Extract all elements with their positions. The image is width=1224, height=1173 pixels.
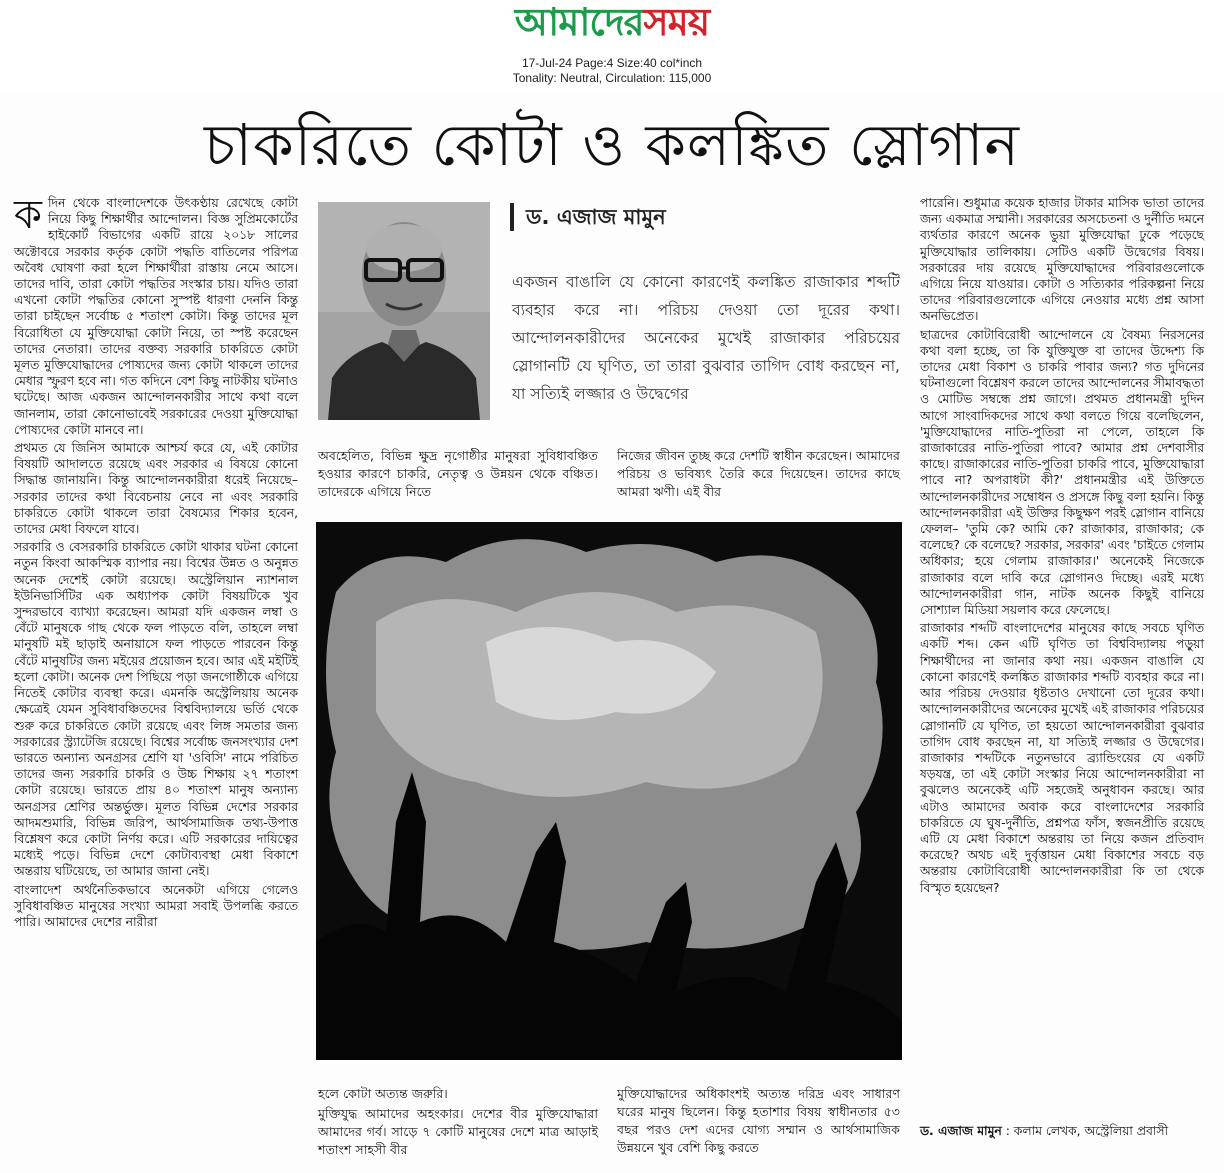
meta-line-2: Tonality: Neutral, Circulation: 115,000 xyxy=(512,71,712,85)
column-1 xyxy=(14,192,298,930)
article-headline: চাকরিতে কোটা ও কলঙ্কিত স্লোগান xyxy=(203,111,1021,179)
author-description: : কলাম লেখক, অস্ট্রেলিয়া প্রবাসী xyxy=(1005,1124,1169,1138)
column-3-top xyxy=(617,447,900,501)
column-4 xyxy=(920,195,1204,896)
paragraph-text: দিন থেকে বাংলাদেশকে উৎকণ্ঠায় রেখেছে কোটা নিয়ে কিছু শিক্ষার্থীর আন্দোলন। বিজ্ঞ সুপ্রিমকোর্টের হাইকোর্ট বিভাগের একটি রায়ে ২০১৮ সালের অক্টোবরে সরকার কর্তৃক কোটা পদ্ধতি বাতিলের পরিপত্র অবৈধ ঘোষণা করা হলে শিক্ষার্থীরা রাস্তায় নেমে আসে। তাদের দাবি, তারা কোটা পদ্ধতির সংস্কার চায়। যদিও তারা এখনো কোটা পদ্ধতির কোনো সুস্পষ্ট ধারণা দেননি কিন্তু তারা চাইছেন সর্বোচ্চ ৫ শতাংশ কোটা। কিন্তু তাদের মূল বিরোধিতা যে মুক্তিযোদ্ধা কোটা নিয়ে, তা স্পষ্ট করেছেন তাদের নেতারা। তাদের বক্তব্য সরকারি চাকরিতে কোটা মূলত মুক্তিযোদ্ধাদের পোষ্যদের জন্য কোটা থাকলে তাদের মেধার স্ফুরণ হবে না। গত কদিনে বেশ কিছু নাটকীয় ঘটনাও ঘটেছে। আজ একজন আন্দোলনকারীর সাথে কথা বলে জানলাম, তারা কোনোভাবেই সরকারের দেওয়া মুক্তিযোদ্ধা পোষ্যদের কোটা মানবে না। xyxy=(14,196,298,437)
paragraph: প্রথমত যে জিনিস আমাকে আশ্চর্য করে যে, এই কোটার বিষয়টি আদালতে রয়েছে এবং সরকার এ বিষয়ে কোনো সিদ্ধান্ত জানায়নি। কিন্তু আন্দোলনকারীরা ধরেই নিয়েছে– সরকার তাদের কথা বিবেচনায় নেবে না এবং সরকারি চাকরিতে কোটা থাকলে তারা বৈষম্যের শিকার হবেন, তাদের মেধা বিফলে যাবে। xyxy=(14,441,298,537)
paragraph: মুক্তিযুদ্ধ আমাদের অহংকার। দেশের বীর মুক্তিযোদ্ধারা আমাদের গর্ব। সাড়ে ৭ কোটি মানুষের দেশে মাত্র আড়াই শতাংশ সাহসী বীর xyxy=(318,1106,598,1157)
author-note xyxy=(920,1122,1204,1141)
paragraph: অবহেলিত, বিভিন্ন ক্ষুদ্র নৃগোষ্ঠীর মানুষরা সুবিধাবঞ্চিত হওয়ার কারণে চাকরি, নেতৃত্ব ও উন্নয়ন থেকে বঞ্চিত। তাদেরকে এগিয়ে নিতে xyxy=(318,448,598,499)
paragraph: নিজের জীবন তুচ্ছ করে দেশটি স্বাধীন করেছেন। আমাদের পরিচয় ও ভবিষ্যৎ তৈরি করে দিয়েছেন। তাদের কাছে আমরা ঋণী। এই বীর xyxy=(617,448,900,499)
column-2-bottom xyxy=(318,1085,598,1159)
protest-image xyxy=(316,522,902,1060)
article-byline: ড. এজাজ মামুন xyxy=(510,203,666,231)
author-name: ড. এজাজ মামুন xyxy=(920,1124,1002,1138)
meta-line-1: 17-Jul-24 Page:4 Size:40 col*inch xyxy=(521,56,703,70)
paragraph: ছাত্রদের কোটাবিরোধী আন্দোলনে যে বৈষম্য নিরসনের কথা বলা হচ্ছে, তা কি যুক্তিযুক্ত বা তাদের উদ্দেশ্য কি তাদের মেধা বিকাশ ও চাকরি পাবার জন্য? গত দুদিনের ঘটনাগুলো বিশ্লেষণ করলে তাদের আন্দোলনের সীমাবদ্ধতা ও মোটিভ সম্বন্ধে প্রশ্ন জাগে। প্রথমত প্রধানমন্ত্রী দুদিন আগে সাংবাদিকদের সাথে কথা বলতে গিয়ে বলেছিলেন, 'মুক্তিযোদ্ধাদের নাতি-পুতিরা না পেলে, তাহলে কি রাজাকারের নাতি-পুতিরা পাবে? আমার প্রশ্ন দেশবাসীর কাছে। রাজাকারের নাতি-পুতিরা চাকরি পাবে, মুক্তিযোদ্ধারা পাবে না? অপরাধটা কী?' প্রধানমন্ত্রীর এই উক্তিতে আন্দোলনকারীদের সম্বোধন ও প্রসঙ্গে কিছু বলা হয়নি। কিন্তু আন্দোলনকারীরা এই উক্তির কিছুক্ষণ পরই স্লোগান বানিয়ে ফেলল– 'তুমি কে? আমি কে? রাজাকার, রাজাকার; কে বলেছে? কে বলেছে? সরকার, সরকার' এবং 'চাইতে গেলাম অধিকার; হয়ে গেলাম রাজাকার।' অনেকেই নিজেকে রাজাকার বলে দাবি করে স্লোগানও দিচ্ছে। এরই মধ্যে আন্দোলনকারীরা গান, নাটক অনেক কিছুই বানিয়ে সোশ্যাল মিডিয়া সয়লাব করে ফেলেছে। xyxy=(920,327,1204,618)
paragraph xyxy=(14,192,298,438)
paragraph: রাজাকার শব্দটি বাংলাদেশের মানুষের কাছে সবচে ঘৃণিত একটি শব্দ। কেন এটি ঘৃণিত তা বিশ্ববিদ্যালয় পড়ুয়া শিক্ষার্থীদের না জানার কথা নয়। একজন বাঙালি যে কোনো কারণেই কলঙ্কিত রাজাকার শব্দটি ব্যবহার করে না। আর পরিচয় দেওয়ার ধৃষ্টতাও দেখানো তো দূরের কথা। আন্দোলনকারীদের অনেকের মুখেই এই রাজাকার পরিচয়ের স্লোগানটি যে ঘৃণিত, তা হয়তো আন্দোলনকারীরা বুঝবার তাগিদ বোধ করছেন না, যা সত্যিই লজ্জার ও উদ্বেগের। রাজাকার শব্দটিকে নতুনভাবে ব্র্যান্ডিংয়ের যে একটি ষড়যন্ত্র, তা এই কোটা সংস্কার নিয়ে আন্দোলনকারীরা না বুঝলেও অনেকেই এটি সহজেই অনুধাবন করছে। আর এটাও আমাদের অবাক করে বাংলাদেশের সরকারি চাকরিতে যে ঘুষ-দুর্নীতি, প্রশ্নপত্র ফাঁস, স্বজনপ্রীতি রয়েছে এটি যে মেধা বিকাশে অন্তরায় তা নিয়ে কজন প্রতিবাদ করেছে? অথচ এই দুর্বৃত্তায়ন মেধা বিকাশের সবচে বড় অন্তরায় কোটাবিরোধী আন্দোলনকারীরা কি তা থেকে বিস্মৃত হয়েছেন? xyxy=(920,621,1204,895)
newspaper-logo xyxy=(0,0,1224,44)
paragraph: হলে কোটা অত্যন্ত জরুরি। xyxy=(318,1086,448,1101)
column-2-top xyxy=(318,447,598,501)
logo-part-green: আমাদের xyxy=(514,0,644,44)
author-photo xyxy=(318,202,490,420)
paragraph: সরকারি ও বেসরকারি চাকরিতে কোটা থাকার ঘটনা কোনো নতুন কিংবা আকস্মিক ব্যাপার নয়। বিশ্বের উন্নত ও অনুন্নত অনেক দেশেই কোটা রয়েছে। অস্ট্রেলিয়ান ন্যাশনাল ইউনিভার্সিটির এক অধ্যাপক কোটা বিষয়টিকে খুব সুন্দরভাবে ব্যাখ্যা করেছেন। আমরা যদি একজন লম্বা ও বেঁটে মানুষকে গাছ থেকে ফল পাড়তে বলি, তাহলে লম্বা মানুষটি মই ছাড়াই অনায়াসে ফল পাড়তে পারবেন কিন্তু বেঁটে মানুষটির জন্য মইয়ের প্রয়োজন হবে। আর এই মইটিই হলো কোটা। অনেক দেশ পিছিয়ে পড়া জনগোষ্ঠীকে এগিয়ে নিতেই কোটার ব্যবস্থা করে। এমনকি অস্ট্রেলিয়ায় অনেক ক্ষেত্রেই যেমন সুবিধাবঞ্চিতদের বিশ্ববিদ্যালয়ে ভর্তি থেকে শুরু করে চাকরিতে কোটা রয়েছে এবং লিঙ্গ সমতার জন্য সরকারের স্ট্র্যাটেজি রয়েছে। বিশ্বের সর্বোচ্চ জনসংখ্যার দেশ ভারতে অন্যান্য অনগ্রসর শ্রেণি যা 'ওবিসি' নামে পরিচিত তাদের জন্য সরকারি চাকরি ও উচ্চ শিক্ষায় ২৭ শতাংশ কোটা রয়েছে। ভারতে প্রায় ৪০ শতাংশ মানুষ অন্যান্য অনগ্রসর শ্রেণির অন্তর্ভুক্ত। মূলত বিভিন্ন দেশের সরকার আদমশুমারি, বিভিন্ন জরিপ, আর্থসামাজিক তথ্য-উপাত্ত বিশ্লেষণ করে কোটা নির্ণয় করে। এটি সরকারের দায়িত্বের মধ্যেই পড়ে। বিভিন্ন দেশে কোটাব্যবস্থা মেধা বিকাশে অন্তরায় ঘটিয়েছে, তা আমার জানা নেই। xyxy=(14,540,298,879)
author-portrait-icon xyxy=(318,202,490,420)
drop-cap: ক xyxy=(14,192,42,238)
logo-part-red: সময় xyxy=(643,0,710,44)
paragraph: বাংলাদেশ অর্থনৈতিকভাবে অনেকটা এগিয়ে গেলেও সুবিধাবঞ্চিত মানুষের সংখ্যা আমরা সবাই উপলব্ধি করতে পারি। আমাদের দেশের নারীরা xyxy=(14,882,298,929)
paragraph: মুক্তিযোদ্ধাদের অধিকাংশই অত্যন্ত দরিদ্র এবং সাধারণ ঘরের মানুষ ছিলেন। কিন্তু হতাশার বিষয় স্বাধীনতার ৫৩ বছর পরও দেশ এদের যোগ্য সম্মান ও আর্থসামাজিক উন্নয়নে খুব বেশি কিছু করতে xyxy=(617,1086,900,1155)
clipping-metadata xyxy=(0,56,1224,86)
pull-quote: একজন বাঙালি যে কোনো কারণেই কলঙ্কিত রাজাকার শব্দটি ব্যবহার করে না। পরিচয় দেওয়া তো দূরের কথা। আন্দোলনকারীদের অনেকের মুখেই রাজাকার পরিচয়ের স্লোগানটি যে ঘৃণিত, তা তারা বুঝবার তাগিদ বোধ করছেন না, যা সত্যিই লজ্জার ও উদ্বেগের xyxy=(512,273,900,403)
paragraph: পারেনি। শুধুমাত্র কয়েক হাজার টাকার মাসিক ভাতা তাদের জন্য একমাত্র সম্মানী। সরকারের অসচেতনা ও দুর্নীতি দমনে ব্যর্থতার কারণে অনেক ভুয়া মুক্তিযোদ্ধা ঢুকে পড়েছে মুক্তিযোদ্ধার তালিকায়। সেটিও একটি উদ্বেগের বিষয়। সরকারের দায় রয়েছে মুক্তিযোদ্ধাদের পরিবারগুলোকে এগিয়ে নিয়ে যাওয়ার। কোটা ও সত্যিকার পরিকল্পনা নিয়ে তাদের পরিবারগুলোকে এগিয়ে নেওয়ার মধ্যে প্রশ্ন আসা অনভিপ্রেত। xyxy=(920,196,1204,324)
masthead xyxy=(0,0,1224,50)
protest-silhouette-icon xyxy=(316,522,902,1060)
column-3-bottom xyxy=(617,1085,900,1157)
